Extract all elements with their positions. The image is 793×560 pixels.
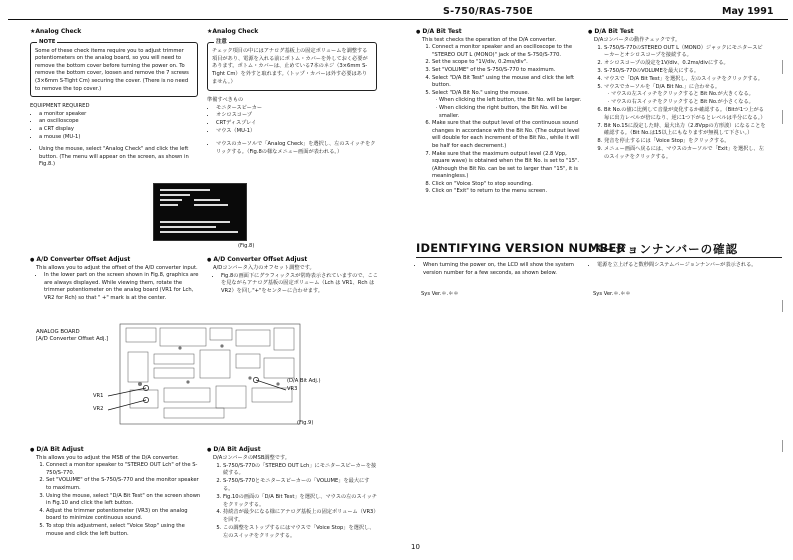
analog-check-jp [207, 28, 377, 156]
step: 5. この調整をストップするにはマウスで「Voice Stop」を選択し、左のスイッチをクリックする。 [223, 525, 379, 541]
margin-mark [782, 440, 783, 452]
equip-list-jp [207, 105, 377, 136]
equip-item: • モニタースピーカー [216, 105, 377, 113]
step: 6. Make sure that the output level of the continuous sound changes in accordance with the Bit No. (The output level will double for each increment of the Bit No., while it will be half for each decrement.) [432, 120, 586, 150]
fig8-screen-image [153, 183, 247, 241]
step: 2. Set "VOLUME" of the S-750/S-770 and the monitor speaker to maximum. [46, 477, 202, 492]
sub-step: · When clicking the right button, the Bit No. will be smaller. [439, 105, 586, 120]
version-display-jp: Sys Ver.＊.＊＊ [593, 291, 631, 297]
da-bit-test-en [416, 28, 586, 196]
sub-list [604, 91, 766, 107]
equip-title-jp: 準備すべきもの [207, 96, 244, 103]
version-body-jp: • 電源を立上げると数秒間システムバージョンナンバーが表示される。 [597, 262, 770, 270]
version-title-jp: バージョンナンバーの確認 [590, 242, 739, 256]
ad-offset-bullets-jp [207, 273, 379, 296]
margin-mark [782, 60, 783, 74]
step: 3. S-750/S-770のVOLUMEを最大にする。 [604, 68, 766, 76]
step: 9. メニュー画面へ戻るには、マウスのカーソルで「Exit」を選択し、左のスイッチをクリックする。 [604, 146, 766, 162]
ad-offset-bullet-jp: • Fig.8の画面下にグラフィックスが常時表示されていますので、ここを見ながらアナログ基板の固定ボリューム（Lch は VR1、Rch は VR2）を回し"+"をセンターに合わせます。 [221, 273, 379, 296]
ad-offset-title-jp: ● A/D Converter Offset Adjust [207, 256, 379, 265]
note-text-en: Some of these check items require you to adjust trimmer potentiometers on the analog board, so you will need to remove the bottom cover before turning the power on. To remove the bottom cover, loosen and remove the 7 screws (3×6mm S-Tight Cm) securing the cover. (There is no need to remove the top cover.) [35, 47, 189, 92]
step: 1. S-750/S-770のSTEREO OUT L（MONO）ジャックにモニタースピーカーとオシロスコープを接続する。 [604, 45, 766, 61]
equip-title-en: EQUIPMENT REQUIRED [30, 103, 90, 110]
margin-mark [782, 110, 783, 124]
note-label-jp: 注意 [216, 38, 227, 45]
equip-item: • a monitor speaker [39, 111, 198, 119]
fig9-caption: (Fig.9) [297, 420, 314, 426]
da-bit-adjust-steps-jp [207, 463, 379, 541]
margin-mark [782, 300, 783, 312]
usage-text-en: • Using the mouse, select "Analog Check" and click the left button. (The menu will appear on the screen, as shown in Fig.8.) [39, 146, 198, 169]
version-list-en [416, 262, 582, 277]
vr1-label: VR1 [93, 393, 104, 399]
note-box-jp [207, 38, 377, 91]
header-rule [8, 19, 788, 20]
step: 7. Bit No.15に設定した時、最大出力（2.8Vppの方形波）になることを確認する。（Bit No.は15以上にもなりますが無視して下さい。） [604, 123, 766, 139]
version-list-jp [590, 262, 770, 270]
version-title-en: IDENTIFYING VERSION NUMBER [416, 241, 626, 255]
da-bit-test-title-en: ● D/A Bit Test [416, 28, 586, 37]
step: 9. Click on "Exit" to return to the menu screen. [432, 188, 586, 196]
board-label: ANALOG BOARD [36, 329, 80, 335]
da-bit-adjust-en [30, 446, 202, 538]
step: 5. To stop this adjustment, select "Voice Stop" using the mouse and click the left button. [46, 523, 202, 538]
version-body-jp-block [590, 262, 770, 270]
step [432, 90, 586, 120]
step: 4. Adjust the trimmer potentiometer (VR3) on the analog board to minimize continuous sound. [46, 508, 202, 523]
da-bit-test-body-en: This test checks the operation of the D/A converter. [422, 36, 557, 43]
version-display-en: Sys Ver.＊.＊＊ [421, 291, 459, 297]
step: 4. マウスで「D/A Bit Test」を選択し、左のスイッチをクリックする。 [604, 76, 766, 84]
step: 3. Fig.10の画面の「D/A Bit Test」を選択し、マウスの左のスイッチをクリックする。 [223, 494, 379, 510]
da-bit-adjust-steps-en [30, 462, 202, 538]
step: 2. S-750/S-770とモニタースピーカーの「VOLUME」を最大にする。 [223, 478, 379, 494]
header-model: S-750/RAS-750E [443, 6, 534, 17]
step: 6. Bit No.の値に比例して音量が変化するか確認する。（Bitが1つ上がる毎に出力レベルが倍になり、逆に1つ下がるとレベルは半分になる。） [604, 107, 766, 123]
ad-offset-body-en: This allows you to adjust the offset of the A/D converter input. [36, 264, 198, 271]
da-bit-adjust-title-jp: ● D/A Bit Adjust [207, 446, 379, 455]
step: 8. 発音を停止するには「Voice Stop」をクリックする。 [604, 138, 766, 146]
version-body-en-block [416, 262, 582, 277]
equip-item: • a CRT display [39, 126, 198, 134]
step: 7. Make sure that the maximum output level (2.8 Vpp, square wave) is obtained when the Bit No. is set to "15". (Although the Bit No. can be set to larger than "15", it is meaningless.) [432, 151, 586, 181]
equip-list-en [30, 111, 198, 141]
sub-step: · マウスの左スイッチをクリックすると Bit No.が大きくなる。 [611, 91, 766, 99]
fig8-caption: (Fig.8) [238, 243, 255, 249]
ad-offset-en [30, 256, 200, 303]
step: 3. Using the mouse, select "D/A Bit Test" on the screen shown in Fig.10 and click the left button. [46, 493, 202, 508]
ad-offset-bullet-en: • In the lower part on the screen shown in Fig.8, graphics are are always displayed. While viewing them, rotate the trimmer potentiometer on the analog board (VR1 for Lch, VR2 for Rch) so that " +" mark is at the center. [44, 272, 200, 302]
equip-item: • an oscilloscope [39, 118, 198, 126]
usage-text-jp: • マウスのカーソルで「Analog Check」を選択し、左のスイッチをクリックする。（Fig.8の様なメニュー画面が表われる。） [216, 141, 377, 157]
ad-offset-bullets-en [30, 272, 200, 302]
version-body-en: • When turning the power on, the LCD will show the system version number for a few seconds, as shown below. [423, 262, 582, 277]
da-bit-test-steps-en [416, 44, 586, 196]
equip-item: • マウス（MU-1） [216, 128, 377, 136]
note-text-jp: チェック項目の中にはアナログ基板上の固定ボリュームを調整する項目があり、電源を入れる前にボトム・カバーを外しておく必要があります。ボトム・カバーは、止めている7本のネジ（3×6mm S-Tight Cm）を外すと取れます。（トップ・カバーは外す必要はありません。） [212, 47, 368, 85]
da-bit-adjust-body-jp: D/AコンバータのMSB調整です。 [213, 454, 290, 461]
note-box-en [30, 38, 198, 98]
da-bit-adjust-body-en: This allows you to adjust the MSB of the D/A converter. [36, 454, 179, 461]
da-bit-test-steps-jp [588, 45, 766, 162]
equip-item: • a mouse (MU-1) [39, 134, 198, 142]
step: 8. Click on "Voice Stop" to stop sounding. [432, 181, 586, 189]
equip-item: • CRTディスプレイ [216, 120, 377, 128]
note-label-en: NOTE [39, 38, 56, 45]
vr3-label: VR3 [287, 386, 298, 392]
da-bit-test-jp [588, 28, 766, 162]
header-date: May 1991 [722, 6, 774, 17]
board-sublabel: [A/D Converter Offset Adj.] [36, 336, 109, 342]
step: 1. S-750/S-770の「STEREO OUT Lch」にモニタースピーカーを接続する。 [223, 463, 379, 479]
page-number: 10 [411, 543, 420, 551]
analog-check-title-en: ★Analog Check [30, 28, 82, 35]
step: 3. Set "VOLUME" of the S-750/S-770 to maximum. [432, 67, 586, 75]
step: 2. オシロスコープの設定を1V/div、0.2ms/divにする。 [604, 60, 766, 68]
ad-offset-body-jp: A/Dコンバータ入力のオフセット調整です。 [213, 264, 315, 271]
sub-step: · マウスの右スイッチをクリックすると Bit No.が小さくなる。 [611, 99, 766, 107]
version-rule [416, 257, 782, 258]
analog-board-image [60, 318, 320, 430]
step [604, 84, 766, 107]
vr2-label: VR2 [93, 406, 104, 412]
step: 2. Set the scope to "1V/div, 0.2ms/div". [432, 59, 586, 67]
ad-offset-title-en: ● A/D Converter Offset Adjust [30, 256, 200, 265]
sub-list [432, 97, 586, 120]
analog-check-en [30, 28, 198, 169]
step: 4. Select "D/A Bit Test" using the mouse and click the left button. [432, 75, 586, 90]
step: 4. 持続音が最少になる様にアナログ基板上の固定ボリューム（VR3）を回す。 [223, 509, 379, 525]
da-bit-test-title-jp: ● D/A Bit Test [588, 28, 766, 37]
step-text: マウスでカーソルを「D/A Bit No.」に合わせる。 [604, 83, 721, 90]
ad-offset-jp [207, 256, 379, 296]
analog-check-title-jp: ★Analog Check [207, 28, 259, 35]
step: 1. Connect a monitor speaker to "STEREO OUT Lch" of the S-750/S-770. [46, 462, 202, 477]
step-text: Select "D/A Bit No." using the mouse. [432, 89, 530, 96]
step: 1. Connect a monitor speaker and an oscilloscope to the "STEREO OUT L (MONO)" jack of the S-750/S-770. [432, 44, 586, 59]
usage-jp [207, 141, 377, 157]
equip-item: • オシロスコープ [216, 112, 377, 120]
da-bit-adj-label: (D/A Bit Adj.) [287, 378, 321, 384]
usage-en [30, 146, 198, 169]
da-bit-adjust-title-en: ● D/A Bit Adjust [30, 446, 202, 455]
sub-step: · When clicking the left button, the Bit No. will be larger. [439, 97, 586, 105]
da-bit-adjust-jp [207, 446, 379, 541]
da-bit-test-body-jp: D/Aコンバータの動作チェックです。 [594, 36, 681, 43]
